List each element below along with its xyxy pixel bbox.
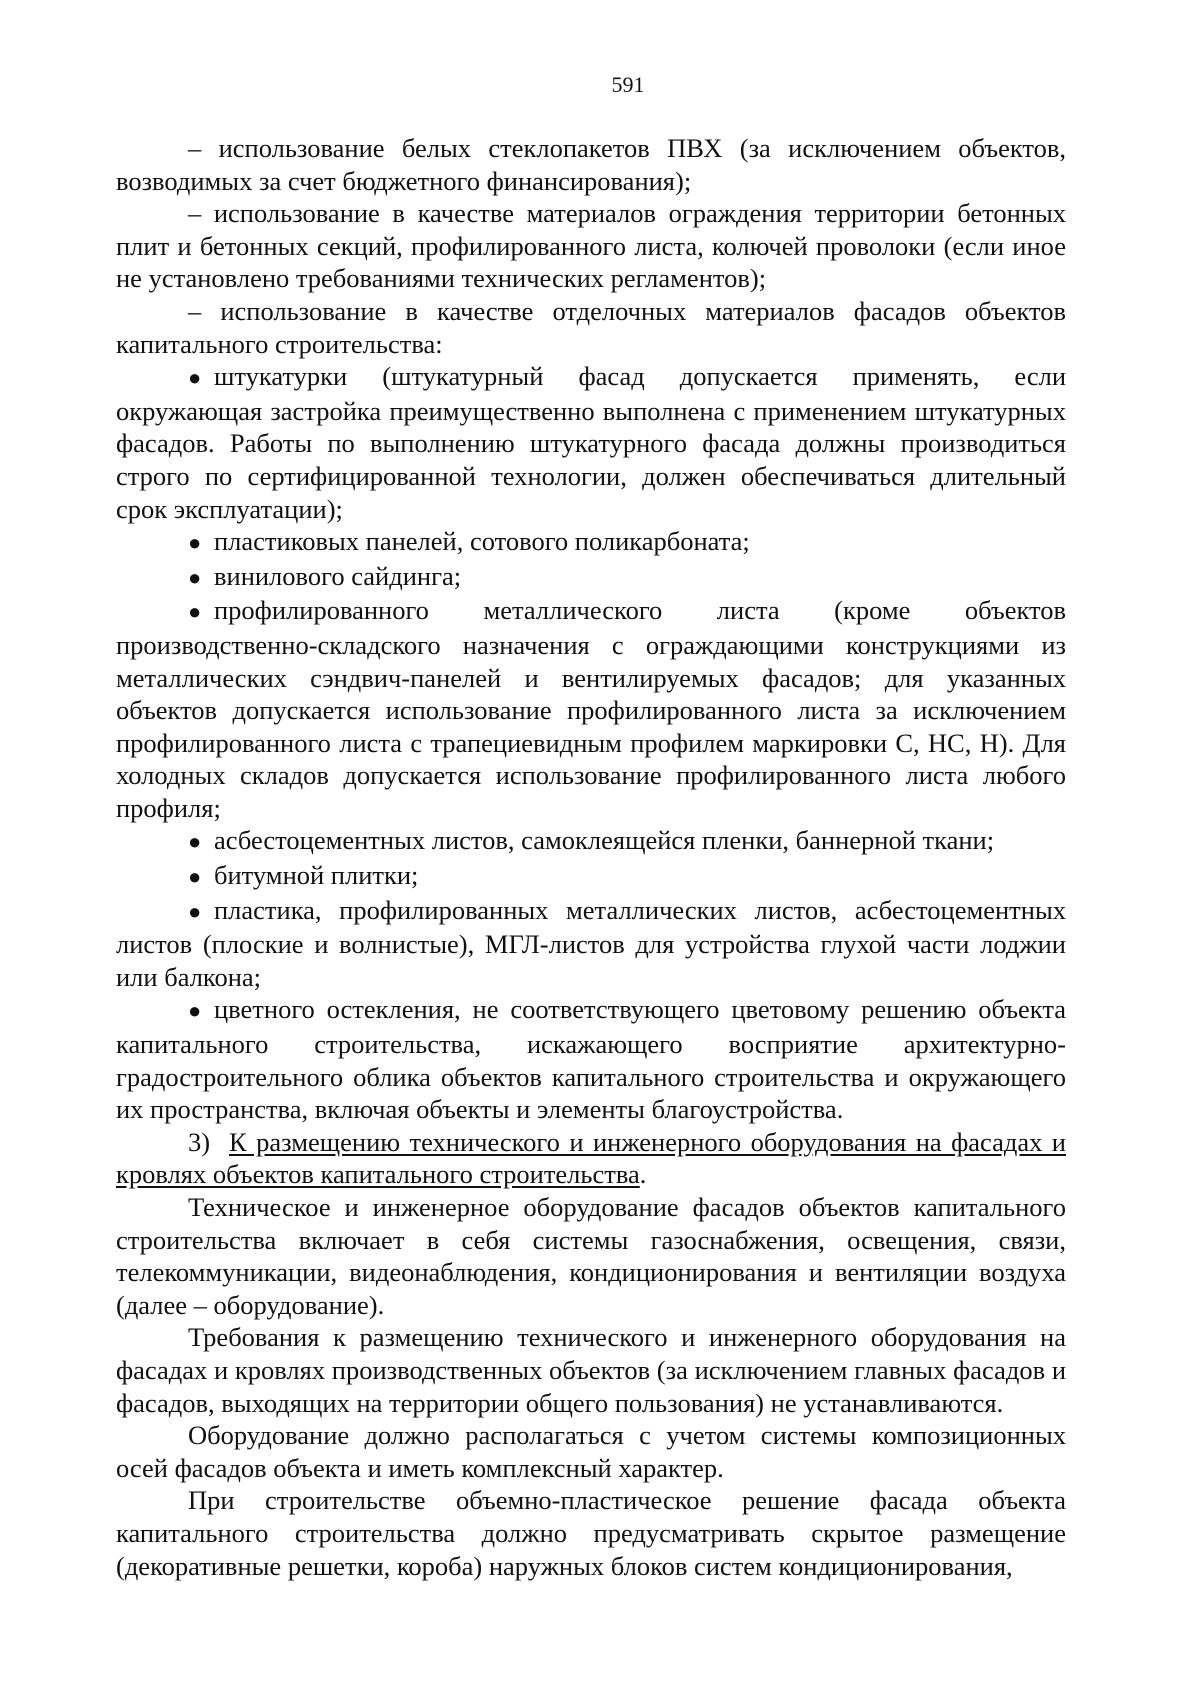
section-title-period: . [639,1159,647,1190]
dash-item-2: – использование в качестве материалов ограждения территории бетонных плит и бетонных секций, профилированного листа, колючей проволоки (если иное не установлено требованиями технических регламентов); [116,198,1066,294]
bullet-item-5 [116,824,1066,859]
document-body [116,132,1066,1582]
bullet-item-8 [116,993,1066,1125]
section-heading [116,1126,1066,1191]
bullet-item-text: пластиковых панелей, сотового поликарбоната; [214,526,750,557]
bullet-icon: ● [188,829,202,855]
bullet-icon: ● [188,864,202,890]
bullet-item-text: профилированного металлического листа (кроме объектов производственно-складского назначения с ограждающими конструкциями из металлических сэндвич-панелей и вентилируемых фасадов; для указанных объектов допускается использование профилированного листа за исключением профилированного листа с трапециевидным профилем маркировки С, НС, Н). Для холодных складов допускается использование профилированного листа любого профиля; [116,595,1066,823]
bullet-icon: ● [188,998,202,1024]
bullet-item-2 [116,525,1066,560]
bullet-item-6 [116,859,1066,894]
bullet-icon: ● [188,365,202,391]
paragraph-production-objects: Требования к размещению технического и инженерного оборудования на фасадах и кровлях производственных объектов (за исключением главных фасадов и фасадов, выходящих на территории общего пользования) не устанавливаются. [116,1322,1066,1418]
bullet-item-text: штукатурки (штукатурный фасад допускается применять, если окружающая застройка преимущественно выполнена с применением штукатурных фасадов. Работы по выполнению штукатурного фасада должны производиться строго по сертифицированной технологии, должен обеспечиваться длительный срок эксплуатации); [116,361,1066,524]
bullet-item-text: битумной плитки; [214,860,419,891]
bullet-item-text: пластика, профилированных металлических листов, асбестоцементных листов (плоские и волнистые), МГЛ-листов для устройства глухой части лоджии или балкона; [116,894,1066,992]
paragraph-equipment-definition: Техническое и инженерное оборудование фасадов объектов капитального строительства включает в себя системы газоснабжения, освещения, связи, телекоммуникации, видеонаблюдения, кондиционирования и вентиляции воздуха (далее – оборудование). [116,1192,1066,1320]
bullet-icon: ● [188,599,202,625]
dash-item-1: – использование белых стеклопакетов ПВХ (за исключением объектов, возводимых за счет бюджетного финансирования); [116,133,1066,196]
section-title: К размещению технического и инженерного оборудования на фасадах и кровлях объектов капитального строительства [116,1126,1066,1190]
bullet-item-3 [116,560,1066,595]
bullet-item-1 [116,360,1066,525]
bullet-item-text: цветного остекления, не соответствующего цветовому решению объекта капитального строительства, искажающего восприятие архитектурно-градостроительного облика объектов капитального строительства и окружающего их пространства, включая объекты и элементы благоустройства. [116,994,1066,1125]
page-number: 591 [611,72,645,97]
bullet-item-text: винилового сайдинга; [214,560,462,591]
paragraph-composition-axes: Оборудование должно располагаться с учетом системы композиционных осей фасадов объекта и иметь комплексный характер. [116,1420,1066,1483]
dash-item-3: – использование в качестве отделочных материалов фасадов объектов капитального строительства: [116,295,1066,359]
bullet-item-4 [116,594,1066,824]
bullet-icon: ● [188,898,202,924]
paragraph-hidden-placement: При строительстве объемно-пластическое решение фасада объекта капитального строительства должно предусматривать скрытое размещение (декоративные решетки, короба) наружных блоков систем кондиционирования, [116,1485,1066,1581]
bullet-item-text: асбестоцементных листов, самоклеящейся пленки, баннерной ткани; [214,825,995,856]
bullet-item-7 [116,894,1066,994]
bullet-icon: ● [188,530,202,556]
bullet-icon: ● [188,564,202,590]
section-number: 3) [188,1126,211,1157]
